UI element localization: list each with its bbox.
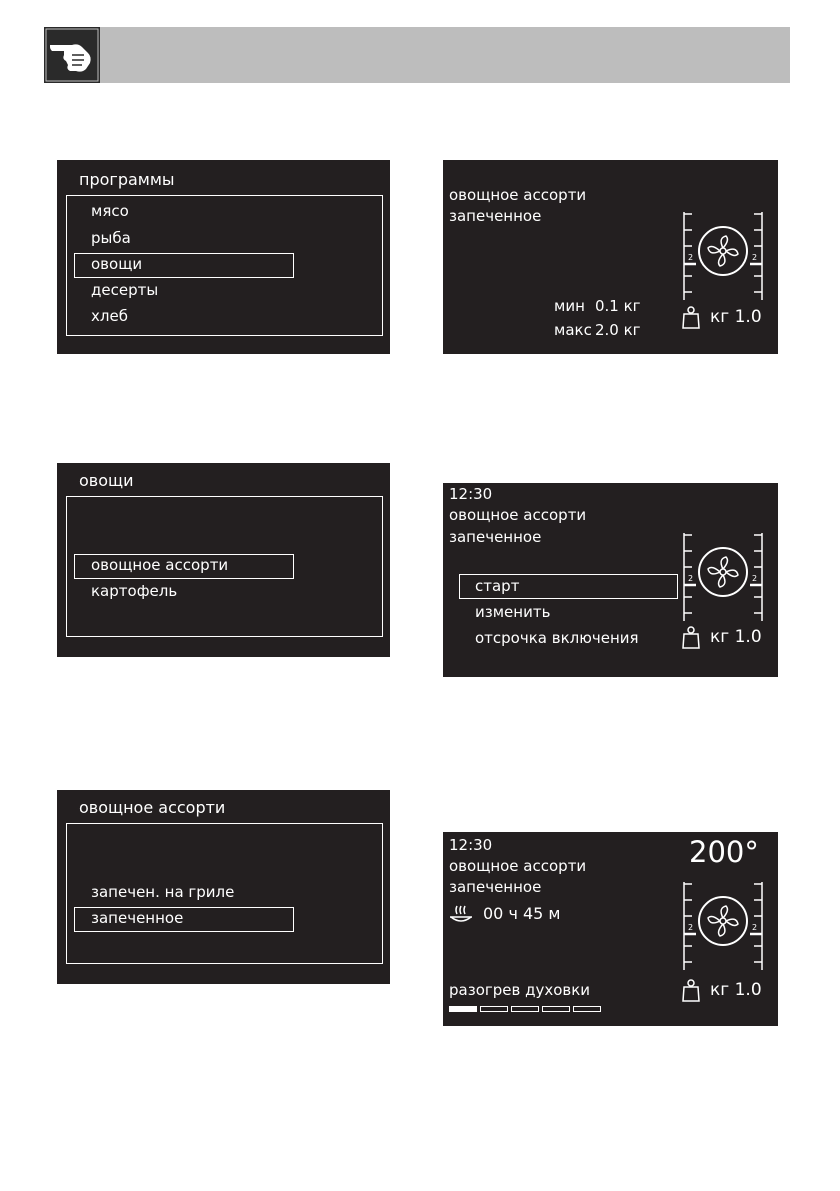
menu-item-bread[interactable]: хлеб xyxy=(91,307,128,325)
menu-item-delayed-start[interactable]: отсрочка включения xyxy=(475,629,639,647)
menu-item-mixed-vegetables[interactable]: овощное ассорти xyxy=(91,556,229,574)
menu-item-meat[interactable]: мясо xyxy=(91,202,129,220)
weight-icon xyxy=(681,626,701,654)
fan-oven-icon xyxy=(682,531,764,623)
menu-item-baked[interactable]: запеченное xyxy=(91,909,184,927)
screen-title: программы xyxy=(79,170,175,189)
program-mode: запеченное xyxy=(449,528,542,546)
start-screen xyxy=(443,483,778,677)
weight-icon xyxy=(681,306,701,334)
shelf-number-right: 2 xyxy=(752,923,758,932)
cooking-pan-icon xyxy=(449,903,473,929)
program-name: овощное ассорти xyxy=(449,857,587,875)
menu-item-change[interactable]: изменить xyxy=(475,603,551,621)
preheat-screen xyxy=(443,832,778,1026)
progress-segment xyxy=(542,1006,570,1012)
vegetables-screen xyxy=(57,463,390,657)
min-value: 0.1 кг xyxy=(595,297,641,315)
program-mode: запеченное xyxy=(449,878,542,896)
menu-item-vegetables[interactable]: овощи xyxy=(91,255,143,273)
programs-screen xyxy=(57,160,390,354)
weight-icon xyxy=(681,979,701,1007)
preheat-progress-bar xyxy=(449,1006,605,1014)
progress-segment xyxy=(511,1006,539,1012)
weight-value[interactable]: кг 1.0 xyxy=(710,980,762,1000)
weight-value[interactable]: кг 1.0 xyxy=(710,307,762,327)
fan-oven-graphic xyxy=(682,880,764,972)
temperature-value[interactable]: 200° xyxy=(689,835,759,869)
weight-screen xyxy=(443,160,778,354)
menu-item-start[interactable]: старт xyxy=(475,577,520,595)
fan-oven-graphic xyxy=(682,210,764,302)
shelf-number-left: 2 xyxy=(688,574,694,583)
clock: 12:30 xyxy=(449,836,493,854)
program-mode: запеченное xyxy=(449,207,542,225)
progress-segment xyxy=(449,1006,477,1012)
menu-item-fish[interactable]: рыба xyxy=(91,229,131,247)
mixed-vegetables-screen xyxy=(57,790,390,984)
shelf-number-left: 2 xyxy=(688,923,694,932)
screen-title: овощное ассорти xyxy=(79,798,226,817)
pointing-hand-icon xyxy=(44,27,100,83)
menu-item-grilled[interactable]: запечен. на гриле xyxy=(91,883,235,901)
menu-item-potatoes[interactable]: картофель xyxy=(91,582,178,600)
preheat-status: разогрев духовки xyxy=(449,981,591,999)
fan-oven-icon xyxy=(682,880,764,972)
min-label: мин xyxy=(554,297,585,315)
shelf-number-right: 2 xyxy=(752,574,758,583)
progress-segment xyxy=(573,1006,601,1012)
weight-value[interactable]: кг 1.0 xyxy=(710,627,762,647)
program-name: овощное ассорти xyxy=(449,186,587,204)
shelf-number-right: 2 xyxy=(752,253,758,262)
fan-oven-graphic xyxy=(682,531,764,623)
screen-title: овощи xyxy=(79,471,134,490)
shelf-number-left: 2 xyxy=(688,253,694,262)
clock: 12:30 xyxy=(449,485,493,503)
header-bar xyxy=(44,27,790,83)
max-value: 2.0 кг xyxy=(595,321,641,339)
max-label: макс xyxy=(554,321,592,339)
menu-item-desserts[interactable]: десерты xyxy=(91,281,159,299)
cooking-duration[interactable]: 00 ч 45 м xyxy=(483,904,561,923)
program-name: овощное ассорти xyxy=(449,506,587,524)
progress-segment xyxy=(480,1006,508,1012)
fan-oven-icon xyxy=(682,210,764,302)
